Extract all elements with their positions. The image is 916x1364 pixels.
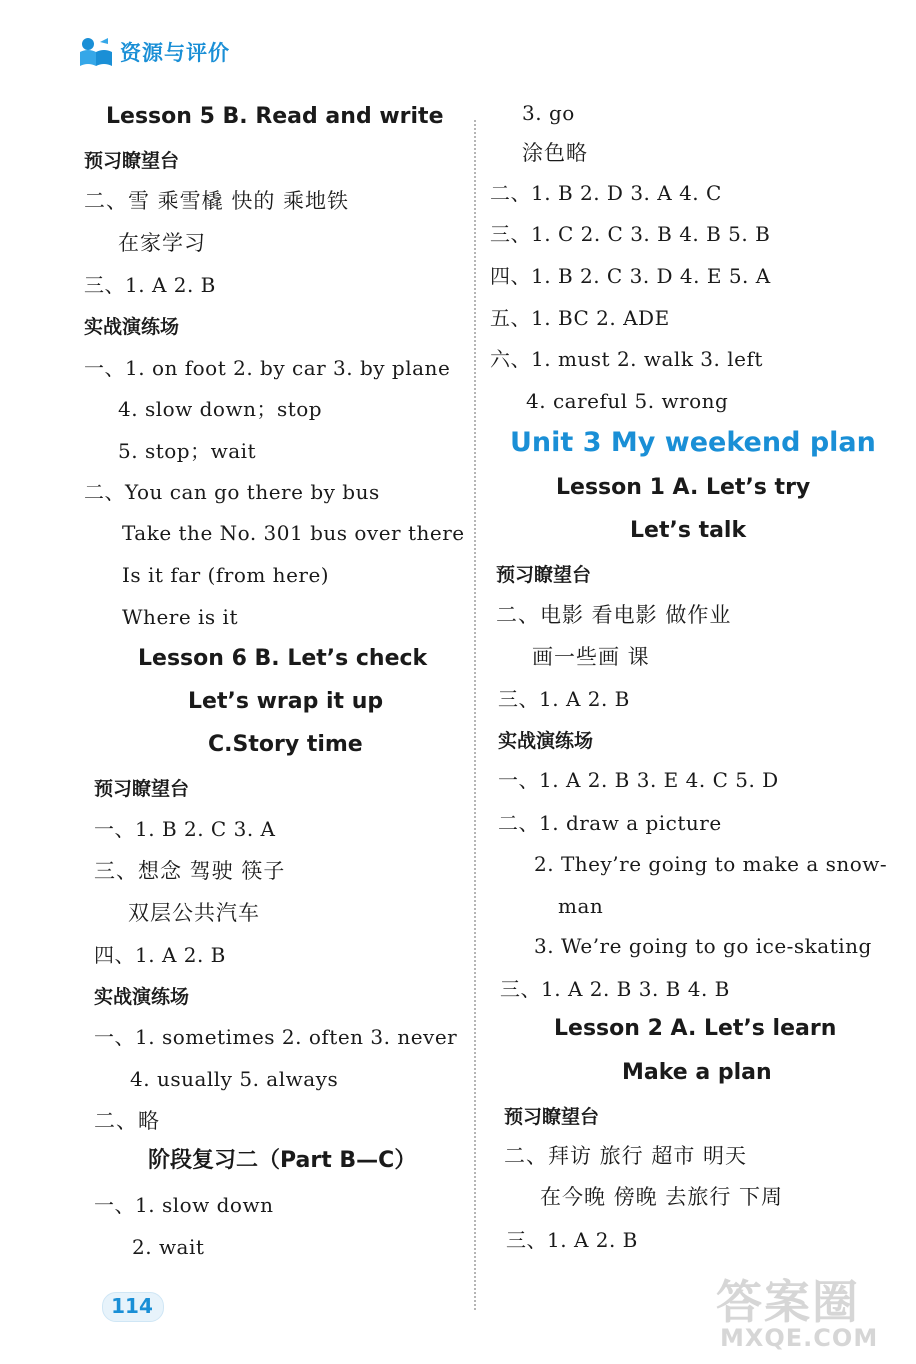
answer-line: Where is it bbox=[122, 605, 238, 629]
answer-line: 三、1. A 2. B bbox=[84, 273, 216, 297]
answer-line: 5. stop；wait bbox=[118, 439, 257, 463]
answer-line: 二、拜访 旅行 超市 明天 bbox=[504, 1144, 748, 1168]
section-title: 预习瞭望台 bbox=[94, 778, 190, 800]
answer-line: 三、1. A 2. B 3. B 4. B bbox=[500, 977, 730, 1001]
answer-line: man bbox=[558, 894, 604, 918]
section-title: 实战演练场 bbox=[84, 316, 180, 338]
answer-line: 涂色略 bbox=[522, 141, 588, 165]
answer-line: 一、1. on foot 2. by car 3. by plane bbox=[84, 356, 451, 380]
answer-line: 在今晚 傍晚 去旅行 下周 bbox=[540, 1185, 784, 1209]
lesson-heading: Lesson 6 B. Let’s check bbox=[138, 646, 428, 671]
answer-line: Take the No. 301 bus over there bbox=[122, 521, 465, 545]
watermark bbox=[708, 1266, 908, 1358]
book-reader-icon bbox=[78, 36, 118, 68]
answer-line: 一、1. sometimes 2. often 3. never bbox=[94, 1025, 458, 1049]
answer-line: 二、You can go there by bus bbox=[84, 480, 380, 504]
page-number bbox=[102, 1290, 162, 1322]
answer-line: 二、略 bbox=[94, 1109, 160, 1133]
answer-line: 一、1. A 2. B 3. E 4. C 5. D bbox=[498, 768, 779, 792]
section-title: 预习瞭望台 bbox=[504, 1106, 600, 1128]
answer-line: 三、1. A 2. B bbox=[498, 687, 630, 711]
answer-line: 六、1. must 2. walk 3. left bbox=[490, 347, 763, 371]
unit-title: Unit 3 My weekend plan bbox=[510, 427, 876, 458]
answer-line: 五、1. BC 2. ADE bbox=[490, 306, 670, 330]
answer-line: 双层公共汽车 bbox=[128, 901, 260, 925]
answer-line: 三、1. C 2. C 3. B 4. B 5. B bbox=[490, 222, 771, 246]
section-title: 实战演练场 bbox=[94, 986, 190, 1008]
page-header bbox=[78, 36, 230, 68]
answer-line: 在家学习 bbox=[118, 231, 206, 255]
lesson-heading: Lesson 1 A. Let’s try bbox=[556, 475, 811, 500]
answer-line: 4. slow down；stop bbox=[118, 397, 323, 421]
column-divider bbox=[474, 120, 476, 1310]
lesson-heading: Lesson 2 A. Let’s learn bbox=[554, 1016, 837, 1041]
answer-line: 画一些画 课 bbox=[532, 645, 650, 669]
header-title: 资源与评价 bbox=[120, 41, 230, 65]
watermark-logo: 答案圈 bbox=[716, 1275, 860, 1329]
watermark-url: MXQE.COM bbox=[720, 1324, 879, 1352]
answer-line: 一、1. slow down bbox=[94, 1193, 274, 1217]
lesson-heading: Lesson 5 B. Read and write bbox=[106, 104, 444, 129]
answer-line: 二、1. B 2. D 3. A 4. C bbox=[490, 181, 722, 205]
lesson-heading: C.Story time bbox=[208, 732, 363, 757]
answer-line: 3. go bbox=[522, 101, 575, 125]
answer-line: 二、雪 乘雪橇 快的 乘地铁 bbox=[84, 189, 350, 213]
answer-line: 3. We’re going to go ice-skating bbox=[534, 934, 872, 958]
answer-line: 二、电影 看电影 做作业 bbox=[496, 603, 732, 627]
answer-line: 2. wait bbox=[132, 1235, 205, 1259]
answer-line: 四、1. A 2. B bbox=[94, 943, 226, 967]
lesson-heading: 阶段复习二（Part B—C） bbox=[148, 1148, 417, 1173]
answer-line: Is it far (from here) bbox=[122, 563, 330, 587]
lesson-heading: Make a plan bbox=[622, 1060, 772, 1085]
answer-line: 4. careful 5. wrong bbox=[526, 389, 729, 413]
lesson-heading: Let’s talk bbox=[630, 518, 747, 543]
section-title: 预习瞭望台 bbox=[84, 150, 180, 172]
section-title: 预习瞭望台 bbox=[496, 564, 592, 586]
answer-line: 四、1. B 2. C 3. D 4. E 5. A bbox=[490, 264, 771, 288]
section-title: 实战演练场 bbox=[498, 730, 594, 752]
answer-line: 二、1. draw a picture bbox=[498, 811, 722, 835]
answer-line: 一、1. B 2. C 3. A bbox=[94, 817, 276, 841]
lesson-heading: Let’s wrap it up bbox=[188, 689, 384, 714]
answer-line: 三、1. A 2. B bbox=[506, 1228, 638, 1252]
page-number-text: 114 bbox=[111, 1294, 153, 1318]
answer-line: 三、想念 驾驶 筷子 bbox=[94, 859, 286, 883]
answer-line: 4. usually 5. always bbox=[130, 1067, 339, 1091]
answer-line: 2. They’re going to make a snow- bbox=[534, 852, 888, 876]
